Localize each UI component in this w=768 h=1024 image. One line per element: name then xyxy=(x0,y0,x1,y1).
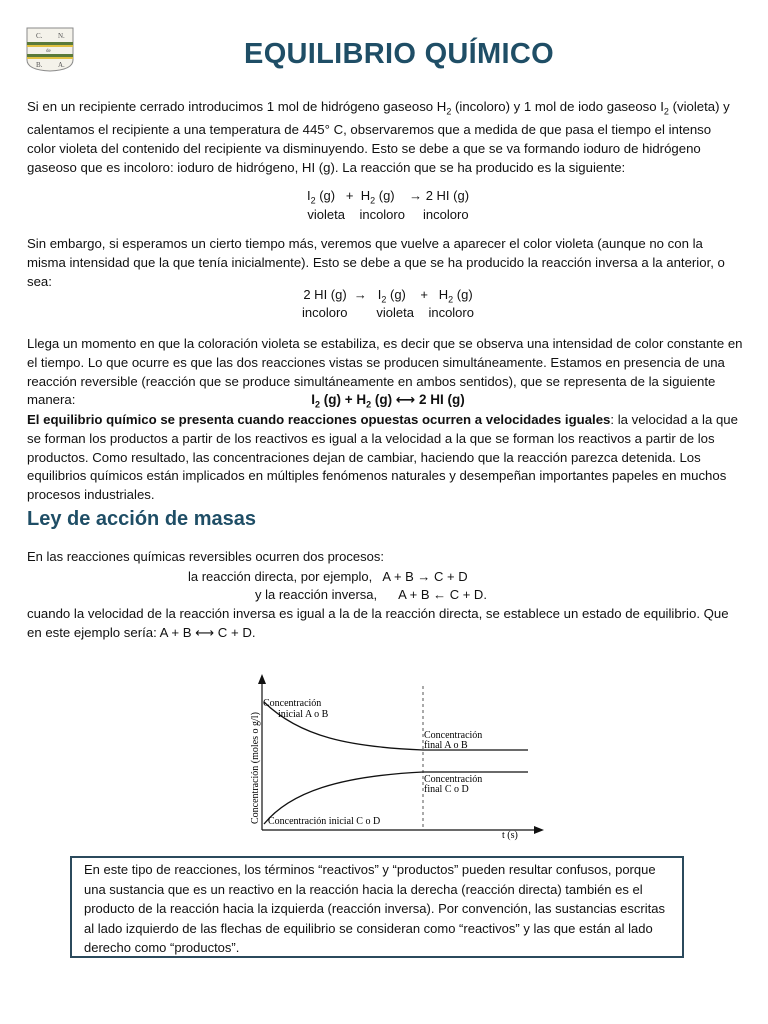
label-init-cd: Concentración inicial C o D xyxy=(268,816,381,827)
intro-paragraph: Si en un recipiente cerrado introducimos 1 mol de hidrógeno gaseoso $H_2$ (incoloro) y 1 mol de iodo gaseoso $I_2$ (violeta) y calentamos el recipiente a una temperatura de 445° C, observaremos que a medida de que pasa el tiempo el intenso color violeta del contenido del recipiente va disminuyendo. Esto se debe a que se va formando ioduro de hidrógeno gaseoso que es incoloro: ioduro de hidrógeno, HI (g). La reacción que se ha producido es la siguiente: xyxy=(27,99,730,176)
section-heading: Ley de acción de masas xyxy=(27,508,257,530)
x-axis-arrow xyxy=(534,826,544,834)
y-axis-arrow xyxy=(258,674,266,684)
inverse-paragraph: Sin embargo, si esperamos un cierto tiempo más, veremos que vuelve a aparecer el color violeta (aunque no con la misma intensidad que la que tenía inicialmente). Esto se debe a que se ha producido la reacción inversa a la anterior, o sea: xyxy=(27,236,725,289)
page-title: EQUILIBRIO QUÍMICO xyxy=(244,38,554,70)
reversible-paragraph: Llega un momento en que la coloración violeta se estabiliza, es decir que se observa una intensidad de color constante en el tiempo. Lo que ocurre es que las dos reacciones vistas se producen simultáneamente. Estamos en presencia de una reacción reversible (reacción que se produce simultáneamente en ambos sentidos), que se representa de la siguiente manera: xyxy=(27,336,743,408)
logo-letter: B. xyxy=(36,61,43,69)
logo-letter: N. xyxy=(58,32,65,40)
label-final-ab-2: final A o B xyxy=(424,740,468,751)
law-intro: En las reacciones químicas reversibles ocurren dos procesos: xyxy=(27,549,384,564)
y-axis-label: Concentración (moles o g/l) xyxy=(250,712,261,824)
label-init-ab-1: Concentración xyxy=(263,698,322,709)
reaction-equation-inverse: 2 HI $(g) \to I_2$ (g) + $H_2$ (g) xyxy=(303,287,473,305)
reaction-colors-direct: violeta incoloro incoloro xyxy=(307,207,469,222)
note-box: En este tipo de reacciones, los términos “reactivos” y “productos” pueden resultar confusos, porque una sustancia que es un reactivo en la reacción hacia la derecha (reacción directa) también es el producto de la reacción hacia la izquierda (reacción inversa). Por convención, las sustancias escritas al lado izquierdo de las flechas de equilibrio se consideran como “reactivos” y las que están al lado derecho como “productos”. xyxy=(70,856,684,958)
reversible-equation: $I_2$ $(g) + H_2$ (g) ⟷ 2 HI (g) xyxy=(311,392,465,410)
label-init-ab-2: inicial A o B xyxy=(278,709,329,720)
law-direct-reaction: la reacción directa, por ejemplo, A + B → C + D xyxy=(188,569,468,584)
label-final-cd-2: final C o D xyxy=(424,784,469,795)
concentration-chart xyxy=(240,672,550,842)
logo-letter: A. xyxy=(58,61,65,69)
reaction-colors-inverse: incoloro violeta incoloro xyxy=(302,305,474,320)
law-conclusion: cuando la velocidad de la reacción inversa es igual a la de la reacción directa, se establece un estado de equilibrio. Que en este ejemplo sería: A + B ⟷ C + D. xyxy=(27,606,729,640)
logo-letter: de xyxy=(46,49,51,54)
logo-letter: C. xyxy=(36,32,43,40)
law-inverse-reaction: y la reacción inversa, A + B ← C + D. xyxy=(255,587,487,602)
x-axis-label: t (s) xyxy=(502,830,518,841)
label-final-ab-1: Concentración xyxy=(424,730,483,741)
equilibrium-definition: El equilibrio químico se presenta cuando reacciones opuestas ocurren a velocidades iguales: la velocidad a la que se forman los productos a partir de los reactivos es igual a la velocidad a la que se forman los reactivos a partir de los productos. Como resultado, las concentraciones dejan de cambiar, haciendo que la reacción parezca detenida. Los equilibrios químicos están implicados en múltiples fenómenos naturales y desempeñan importantes papeles en muchos procesos industriales. xyxy=(27,412,738,503)
reaction-equation-direct: $I_2$ $(g) + H_2$ (g) → 2 HI (g) xyxy=(306,188,470,206)
label-final-cd-1: Concentración xyxy=(424,774,483,785)
